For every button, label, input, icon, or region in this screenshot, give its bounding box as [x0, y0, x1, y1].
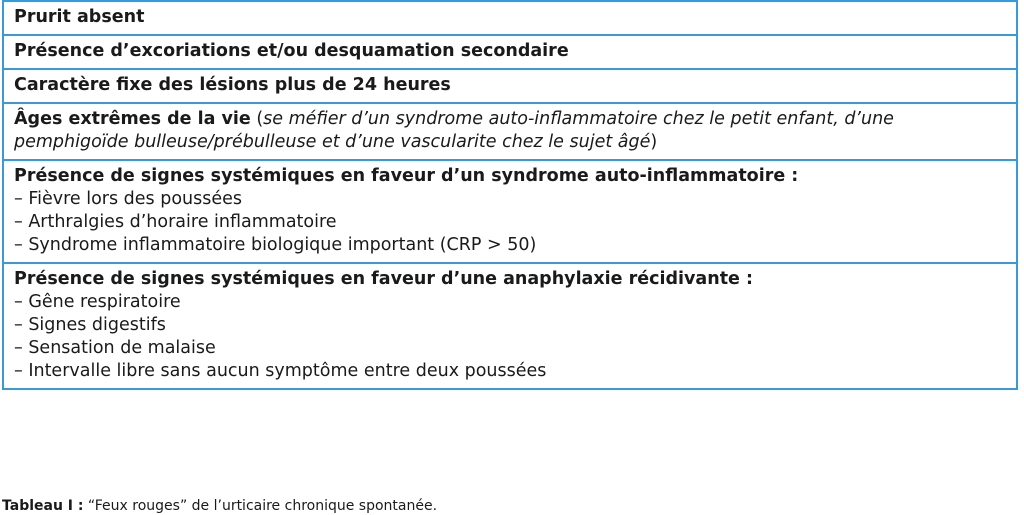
list-item: – Syndrome inflammatoire biologique important (CRP > 50): [14, 235, 537, 255]
row-title: Prurit absent: [14, 7, 145, 27]
table-caption: [2, 497, 437, 515]
table-row: [4, 68, 1016, 102]
row-title: Présence d’excoriations et/ou desquamation secondaire: [14, 41, 569, 61]
row-note-open: (: [250, 109, 264, 129]
list-item: – Sensation de malaise: [14, 338, 216, 358]
list-item: – Intervalle libre sans aucun symptôme entre deux poussées: [14, 361, 547, 381]
list-item: – Arthralgies d’horaire inflammatoire: [14, 212, 337, 232]
list-item: – Gêne respiratoire: [14, 292, 181, 312]
list-item: – Fièvre lors des poussées: [14, 189, 243, 209]
list-item: – Signes digestifs: [14, 315, 166, 335]
table-row: [4, 262, 1016, 388]
row-title: Caractère fixe des lésions plus de 24 heures: [14, 75, 451, 95]
red-flags-table: [2, 0, 1018, 390]
row-note-close: ): [650, 132, 658, 152]
caption-text: “Feux rouges” de l’urticaire chronique spontanée.: [83, 498, 438, 514]
table-row: [4, 34, 1016, 68]
table-row: [4, 2, 1016, 34]
caption-label: Tableau I :: [2, 498, 84, 514]
table-row: [4, 102, 1016, 159]
row-title: Présence de signes systémiques en faveur d’une anaphylaxie récidivante :: [14, 269, 754, 289]
row-title: Présence de signes systémiques en faveur d’un syndrome auto-inflammatoire :: [14, 166, 799, 186]
row-title: Âges extrêmes de la vie: [14, 109, 251, 129]
row-note: se méfier d’un syndrome auto-inflammatoire chez le petit enfant, d’une pemphigoïde bulleuse/prébulleuse et d’une vascularite chez le sujet âgé: [14, 109, 894, 152]
table-row: [4, 159, 1016, 262]
